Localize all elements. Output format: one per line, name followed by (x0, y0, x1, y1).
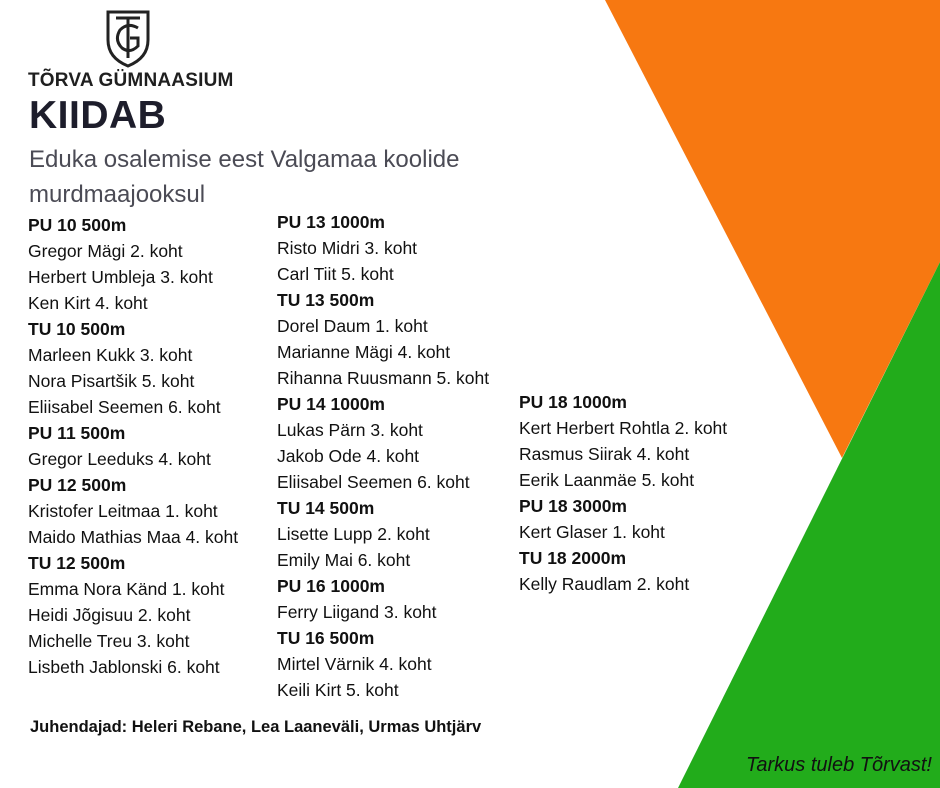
subtitle: Eduka osalemise eest Valgamaa koolide murdmaajooksul (29, 146, 460, 208)
result-entry: Lisbeth Jablonski 6. koht (28, 657, 220, 677)
page-title: KIIDAB (29, 94, 167, 137)
result-entry: Rihanna Ruusmann 5. koht (277, 368, 490, 388)
result-entry: Herbert Umbleja 3. koht (28, 267, 213, 287)
category-heading: PU 18 1000m (519, 392, 627, 412)
category-heading: TU 18 2000m (519, 548, 627, 568)
result-entry: Risto Midri 3. koht (277, 238, 418, 258)
result-entry: Eliisabel Seemen 6. koht (28, 397, 221, 417)
results-column-1 (28, 212, 238, 680)
result-entry: Nora Pisartšik 5. koht (28, 371, 195, 391)
result-entry: Carl Tiit 5. koht (277, 264, 394, 284)
result-entry: Lisette Lupp 2. koht (277, 524, 430, 544)
school-name: TÕRVA GÜMNAASIUM (28, 70, 234, 91)
category-heading: PU 13 1000m (277, 212, 385, 232)
result-entry: Kristofer Leitmaa 1. koht (28, 501, 218, 521)
category-heading: TU 14 500m (277, 498, 375, 518)
category-heading: PU 11 500m (28, 423, 126, 443)
result-entry: Dorel Daum 1. koht (277, 316, 428, 336)
result-entry: Eerik Laanmäe 5. koht (519, 470, 695, 490)
result-entry: Keili Kirt 5. koht (277, 680, 399, 700)
result-entry: Maido Mathias Maa 4. koht (28, 527, 239, 547)
category-heading: TU 10 500m (28, 319, 126, 339)
category-heading: PU 18 3000m (519, 496, 627, 516)
category-heading: PU 12 500m (28, 475, 127, 495)
results-column-2 (277, 209, 489, 703)
category-heading: PU 10 500m (28, 215, 127, 235)
result-entry: Rasmus Siirak 4. koht (519, 444, 690, 464)
result-entry: Marianne Mägi 4. koht (277, 342, 451, 362)
result-entry: Heidi Jõgisuu 2. koht (28, 605, 191, 625)
coaches-line: Juhendajad: Heleri Rebane, Lea Laaneväli, Urmas Uhtjärv (30, 718, 482, 736)
result-entry: Gregor Mägi 2. koht (28, 241, 183, 261)
result-entry: Lukas Pärn 3. koht (277, 420, 423, 440)
result-entry: Emma Nora Känd 1. koht (28, 579, 225, 599)
category-heading: PU 16 1000m (277, 576, 385, 596)
result-entry: Gregor Leeduks 4. koht (28, 449, 211, 469)
result-entry: Ferry Liigand 3. koht (277, 602, 437, 622)
results-column-3 (519, 389, 727, 597)
result-entry: Emily Mai 6. koht (277, 550, 411, 570)
result-entry: Marleen Kukk 3. koht (28, 345, 193, 365)
result-entry: Jakob Ode 4. koht (277, 446, 420, 466)
category-heading: PU 14 1000m (277, 394, 385, 414)
result-entry: Kert Glaser 1. koht (519, 522, 665, 542)
category-heading: TU 16 500m (277, 628, 375, 648)
motto: Tarkus tuleb Tõrvast! (745, 754, 932, 776)
school-crest-logo (104, 6, 152, 68)
category-heading: TU 12 500m (28, 553, 126, 573)
result-entry: Ken Kirt 4. koht (28, 293, 148, 313)
result-entry: Michelle Treu 3. koht (28, 631, 190, 651)
result-entry: Mirtel Värnik 4. koht (277, 654, 432, 674)
result-entry: Kelly Raudlam 2. koht (519, 574, 690, 594)
result-entry: Eliisabel Seemen 6. koht (277, 472, 470, 492)
result-entry: Kert Herbert Rohtla 2. koht (519, 418, 728, 438)
category-heading: TU 13 500m (277, 290, 375, 310)
